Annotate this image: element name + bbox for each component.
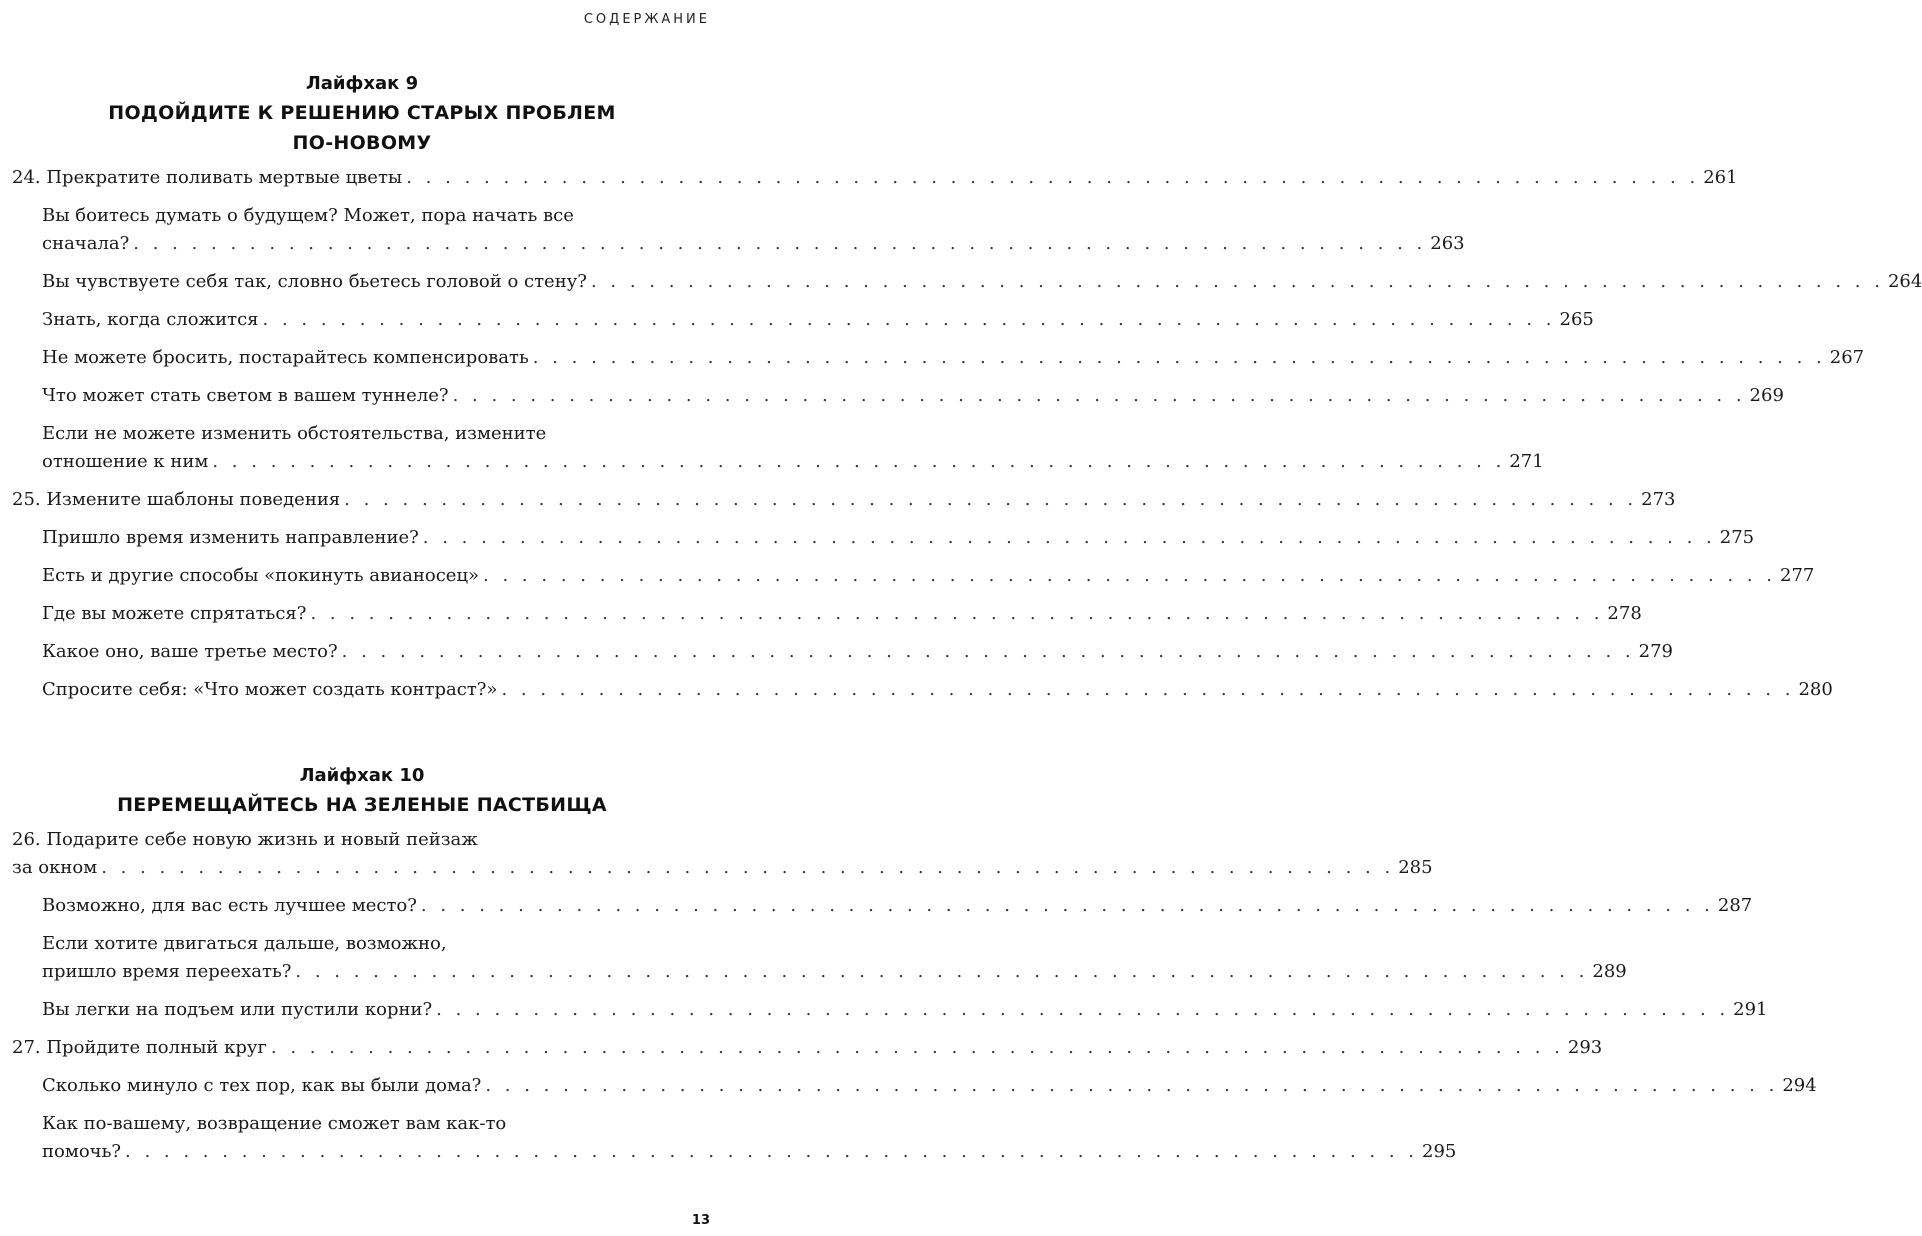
toc-subentry xyxy=(42,524,1755,552)
entry-title-line: пришло время переехать? xyxy=(42,961,292,982)
entry-title-line: Сколько минуло с тех пор, как вы были дома? xyxy=(42,1075,482,1096)
entry-leader-row xyxy=(42,892,1753,920)
entry-title-line: 24. Прекратите поливать мертвые цветы xyxy=(12,167,403,188)
entry-leader-row xyxy=(42,638,1673,666)
entry-title-line: Пришло время изменить направление? xyxy=(42,527,419,548)
toc-section-lifehack-9 xyxy=(0,70,1922,714)
dot-leader: . . . . . . . . . . . . . . . . . . . . . . . . . . . . . . . . . . . . . . . . . . . . . . . . . . . . . . . . . . . . . . . . . . . xyxy=(212,451,1506,472)
toc-subentry xyxy=(42,344,1865,372)
toc-chapter-entry xyxy=(12,164,1738,192)
entry-title-line: Какое оно, ваше третье место? xyxy=(42,641,338,662)
entry-leader-row xyxy=(42,230,1465,258)
toc-subentry xyxy=(42,1072,1817,1100)
entry-title-line: Знать, когда сложится xyxy=(42,309,259,330)
section-title-line: ПО-НОВОМУ xyxy=(292,132,432,154)
page-number-ref: 280 xyxy=(1798,679,1833,700)
entry-title-line: Возможно, для вас есть лучшее место? xyxy=(42,895,417,916)
dot-leader: . . . . . . . . . . . . . . . . . . . . . . . . . . . . . . . . . . . . . . . . . . . . . . . . . . . . . . . . . . . . . . . . . . . xyxy=(406,167,1700,188)
dot-leader: . . . . . . . . . . . . . . . . . . . . . . . . . . . . . . . . . . . . . . . . . . . . . . . . . . . . . . . . . . . . . . . . . . . xyxy=(344,489,1638,510)
toc-chapter-entry xyxy=(12,486,1676,514)
toc-subentry xyxy=(42,676,1833,704)
dot-leader: . . . . . . . . . . . . . . . . . . . . . . . . . . . . . . . . . . . . . . . . . . . . . . . . . . . . . . . . . . . . . . . . . . . xyxy=(341,641,1635,662)
entry-title-line: Вы легки на подъем или пустили корни? xyxy=(42,999,433,1020)
dot-leader: . . . . . . . . . . . . . . . . . . . . . . . . . . . . . . . . . . . . . . . . . . . . . . . . . . . . . . . . . . . . . . . . . . . xyxy=(125,1141,1419,1162)
toc-subentry xyxy=(42,996,1768,1024)
page-number-ref: 294 xyxy=(1782,1075,1817,1096)
page-number-ref: 293 xyxy=(1567,1037,1603,1058)
page-number-ref: 289 xyxy=(1592,961,1627,982)
toc-list xyxy=(0,164,1922,704)
dot-leader: . . . . . . . . . . . . . . . . . . . . . . . . . . . . . . . . . . . . . . . . . . . . . . . . . . . . . . . . . . . . . . . . . . . xyxy=(483,565,1777,586)
toc-subentry xyxy=(42,1110,1457,1166)
entry-title-line: Спросите себя: «Что может создать контраст?» xyxy=(42,679,498,700)
toc-subentry xyxy=(42,638,1673,666)
entry-title-line: Вы боитесь думать о будущем? Может, пора начать все xyxy=(42,205,574,226)
dot-leader: . . . . . . . . . . . . . . . . . . . . . . . . . . . . . . . . . . . . . . . . . . . . . . . . . . . . . . . . . . . . . . . . . . . xyxy=(270,1037,1564,1058)
dot-leader: . . . . . . . . . . . . . . . . . . . . . . . . . . . . . . . . . . . . . . . . . . . . . . . . . . . . . . . . . . . . . . . . . . . xyxy=(436,999,1730,1020)
entry-leader-row xyxy=(42,524,1755,552)
toc-subentry xyxy=(42,420,1544,476)
dot-leader: . . . . . . . . . . . . . . . . . . . . . . . . . . . . . . . . . . . . . . . . . . . . . . . . . . . . . . . . . . . . . . . . . . . xyxy=(310,603,1604,624)
entry-leader-row xyxy=(42,996,1768,1024)
dot-leader: . . . . . . . . . . . . . . . . . . . . . . . . . . . . . . . . . . . . . . . . . . . . . . . . . . . . . . . . . . . . . . . . . . . xyxy=(485,1075,1779,1096)
toc-subentry xyxy=(42,562,1815,590)
page-number-ref: 275 xyxy=(1719,527,1755,548)
entry-title-line: Как по-вашему, возвращение сможет вам как-то xyxy=(42,1113,507,1134)
page-number-ref: 271 xyxy=(1509,451,1544,472)
entry-leader-row xyxy=(12,854,1433,882)
section-title-line: ПОДОЙДИТЕ К РЕШЕНИЮ СТАРЫХ ПРОБЛЕМ xyxy=(108,102,616,124)
dot-leader: . . . . . . . . . . . . . . . . . . . . . . . . . . . . . . . . . . . . . . . . . . . . . . . . . . . . . . . . . . . . . . . . . . . xyxy=(101,857,1395,878)
entry-leader-row xyxy=(42,600,1642,628)
toc-chapter-entry xyxy=(12,1034,1603,1062)
entry-leader-row xyxy=(42,382,1784,410)
toc-subentry xyxy=(42,930,1627,986)
page-number-ref: 277 xyxy=(1780,565,1815,586)
entry-title-line: 25. Измените шаблоны поведения xyxy=(12,489,341,510)
entry-title-line: Если хотите двигаться дальше, возможно, xyxy=(42,933,447,954)
section-title xyxy=(0,790,724,820)
dot-leader: . . . . . . . . . . . . . . . . . . . . . . . . . . . . . . . . . . . . . . . . . . . . . . . . . . . . . . . . . . . . . . . . . . . xyxy=(452,385,1746,406)
toc-subentry xyxy=(42,892,1753,920)
entry-title-line: Где вы можете спрятаться? xyxy=(42,603,307,624)
entry-title-line: 26. Подарите себе новую жизнь и новый пейзаж xyxy=(12,829,478,850)
page-number-ref: 291 xyxy=(1733,999,1768,1020)
section-title-line: ПЕРЕМЕЩАЙТЕСЬ НА ЗЕЛЕНЫЕ ПАСТБИЩА xyxy=(117,794,607,816)
entry-leader-row xyxy=(42,562,1815,590)
entry-leader-row xyxy=(42,448,1544,476)
entry-title-line: за окном xyxy=(12,857,98,878)
page-number-ref: 287 xyxy=(1717,895,1753,916)
entry-leader-row xyxy=(42,306,1594,334)
entry-leader-row xyxy=(12,1034,1603,1062)
page-number-ref: 267 xyxy=(1829,347,1865,368)
toc-subentry xyxy=(42,268,1922,296)
toc-subentry xyxy=(42,600,1642,628)
section-title xyxy=(0,98,724,158)
entry-title-line: Есть и другие способы «покинуть авианосец» xyxy=(42,565,480,586)
page-number: 13 xyxy=(691,1213,710,1228)
entry-leader-row xyxy=(42,1138,1457,1166)
dot-leader: . . . . . . . . . . . . . . . . . . . . . . . . . . . . . . . . . . . . . . . . . . . . . . . . . . . . . . . . . . . . . . . . . . . xyxy=(262,309,1556,330)
section-label: Лайфхак 9 xyxy=(305,73,419,94)
dot-leader: . . . . . . . . . . . . . . . . . . . . . . . . . . . . . . . . . . . . . . . . . . . . . . . . . . . . . . . . . . . . . . . . . . . xyxy=(133,233,1427,254)
page-number-ref: 279 xyxy=(1638,641,1673,662)
page-number-ref: 263 xyxy=(1430,233,1465,254)
entry-title-line: Не можете бросить, постарайтесь компенсировать xyxy=(42,347,529,368)
dot-leader: . . . . . . . . . . . . . . . . . . . . . . . . . . . . . . . . . . . . . . . . . . . . . . . . . . . . . . . . . . . . . . . . . . . xyxy=(295,961,1589,982)
page-number-ref: 295 xyxy=(1422,1141,1457,1162)
page-number-ref: 261 xyxy=(1703,167,1738,188)
entry-title-line: Вы чувствуете себя так, словно бьетесь головой о стену? xyxy=(42,271,587,292)
toc-chapter-entry xyxy=(12,826,1433,882)
toc-subentry xyxy=(42,306,1594,334)
running-head: СОДЕРЖАНИЕ xyxy=(583,12,710,27)
toc-subentry xyxy=(42,202,1465,258)
toc-section-lifehack-10 xyxy=(0,762,1817,1176)
dot-leader: . . . . . . . . . . . . . . . . . . . . . . . . . . . . . . . . . . . . . . . . . . . . . . . . . . . . . . . . . . . . . . . . . . . xyxy=(590,271,1884,292)
page-number-ref: 278 xyxy=(1607,603,1642,624)
entry-leader-row xyxy=(42,1072,1817,1100)
toc-subentry xyxy=(42,382,1784,410)
page-number-ref: 285 xyxy=(1398,857,1433,878)
entry-title-line: Если не можете изменить обстоятельства, измените xyxy=(42,423,547,444)
page-number-ref: 265 xyxy=(1559,309,1594,330)
entry-leader-row xyxy=(12,164,1738,192)
section-label: Лайфхак 10 xyxy=(299,765,425,786)
dot-leader: . . . . . . . . . . . . . . . . . . . . . . . . . . . . . . . . . . . . . . . . . . . . . . . . . . . . . . . . . . . . . . . . . . . xyxy=(501,679,1795,700)
entry-title-line: сначала? xyxy=(42,233,130,254)
page-number-ref: 264 xyxy=(1887,271,1922,292)
entry-leader-row xyxy=(42,958,1627,986)
entry-title-line: отношение к ним xyxy=(42,451,209,472)
page-number-ref: 269 xyxy=(1749,385,1784,406)
entry-title-line: Что может стать светом в вашем туннеле? xyxy=(42,385,449,406)
dot-leader: . . . . . . . . . . . . . . . . . . . . . . . . . . . . . . . . . . . . . . . . . . . . . . . . . . . . . . . . . . . . . . . . . . . xyxy=(422,527,1716,548)
entry-title-line: помочь? xyxy=(42,1141,122,1162)
entry-leader-row xyxy=(42,268,1922,296)
page-number-ref: 273 xyxy=(1641,489,1676,510)
toc-list xyxy=(0,826,1817,1166)
dot-leader: . . . . . . . . . . . . . . . . . . . . . . . . . . . . . . . . . . . . . . . . . . . . . . . . . . . . . . . . . . . . . . . . . . . xyxy=(420,895,1714,916)
entry-leader-row xyxy=(12,486,1676,514)
dot-leader: . . . . . . . . . . . . . . . . . . . . . . . . . . . . . . . . . . . . . . . . . . . . . . . . . . . . . . . . . . . . . . . . . . . xyxy=(532,347,1826,368)
entry-leader-row xyxy=(42,676,1833,704)
entry-leader-row xyxy=(42,344,1865,372)
entry-title-line: 27. Пройдите полный круг xyxy=(12,1037,267,1058)
